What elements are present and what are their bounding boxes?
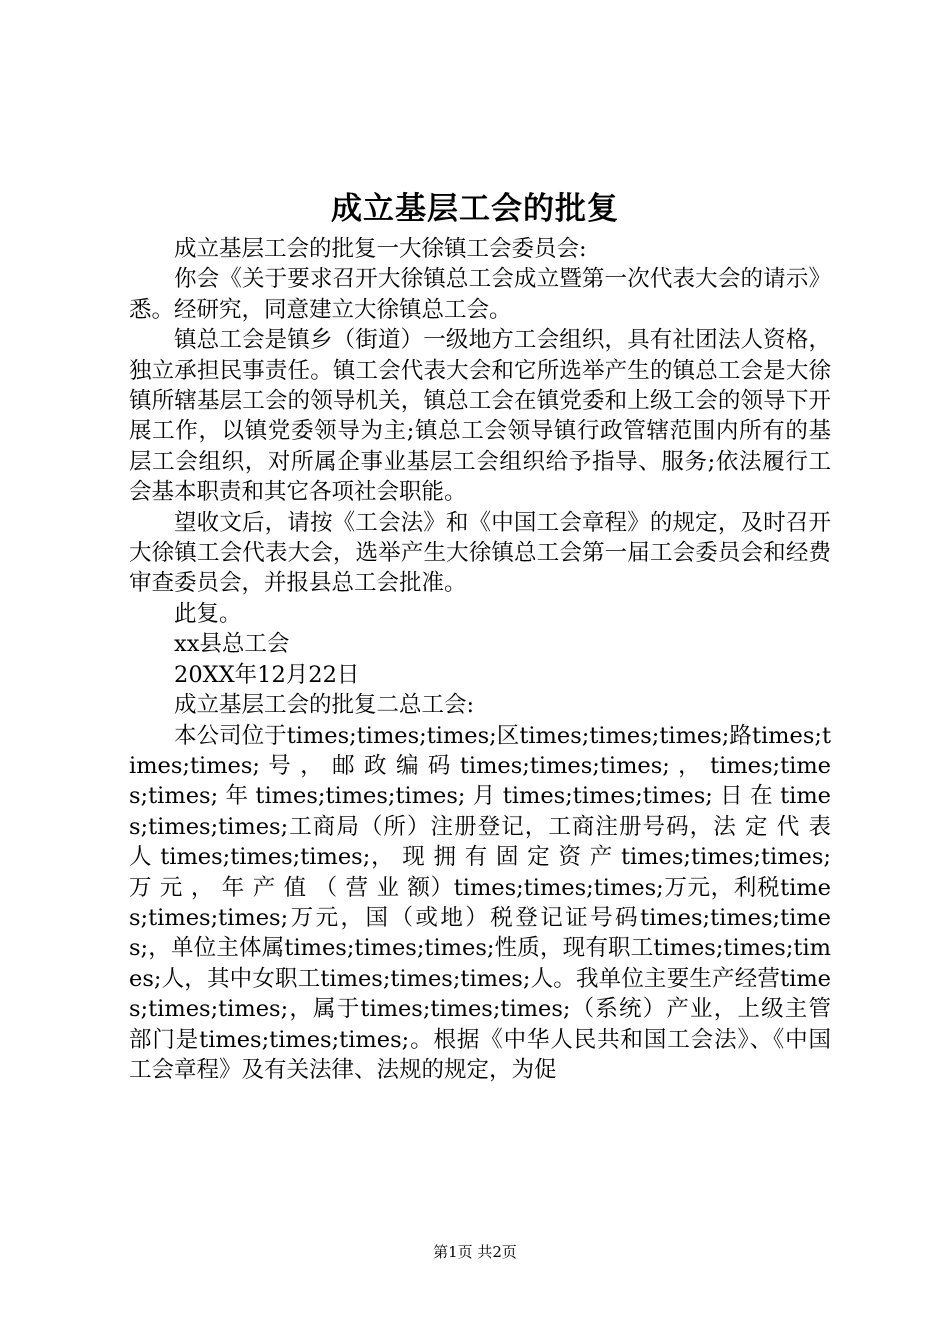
body-paragraph: 镇总工会是镇乡（街道）一级地方工会组织，具有社团法人资格，独立承担民事责任。镇工会代表大会和它所选举产生的镇总工会是大徐镇所辖基层工会的领导机关，镇总工会在镇党委和上级工会的领导下开展工作，以镇党委领导为主;镇总工会领导镇行政管辖范围内所有的基层工会组织，对所属企事业基层工会组织给予指导、服务;依法履行工会基本职责和其它各项社会职能。 [129,327,831,506]
signature-org: xx县总工会 [174,631,290,658]
body-paragraph: 本公司位于times;times;times;区times;times;times;路times;times;times; 号 ， 邮 政 编 码 times;times;times; ， times;times;times; 年 times;times;times; 月 times;times;times; 日 在 times;times;times;工商局（所）注册登记，工商注册号码，法 定 代 表 人 times;times;times;， 现 拥 有 固 定 资 产 times;times;times; 万 元 ， 年 产 值 （ 营 业 额）times;times;times;万元，利税times;times;times;万元，国（或地）税登记证号码times;times;times;，单位主体属times;times;times;性质，现有职工times;times;times;人，其中女职工times;times;times;人。我单位主要生产经营times;times;times;，属于times;times;times;（系统）产业，上级主管部门是times;times;times;。根据《中华人民共和国工会法》、《中国工会章程》及有关法律、法规的规定，为促 [129,722,831,1083]
body-paragraph: 望收文后，请按《工会法》和《中国工会章程》的规定，及时召开大徐镇工会代表大会，选举产生大徐镇总工会第一届工会委员会和经费审查委员会，并报县总工会批准。 [129,509,831,597]
body-paragraph: 你会《关于要求召开大徐镇总工会成立暨第一次代表大会的请示》悉。经研究，同意建立大徐镇总工会。 [129,266,831,323]
page-number: 第1页 共2页 [433,1243,517,1261]
signature-date: 20XX年12月22日 [174,661,360,688]
salutation-paragraph: 成立基层工会的批复一大徐镇工会委员会: [174,236,587,262]
salutation-paragraph: 成立基层工会的批复二总工会: [174,692,475,719]
closing-paragraph: 此复。 [174,600,242,627]
document-title: 成立基层工会的批复 [331,191,619,227]
document-body [129,234,831,1085]
